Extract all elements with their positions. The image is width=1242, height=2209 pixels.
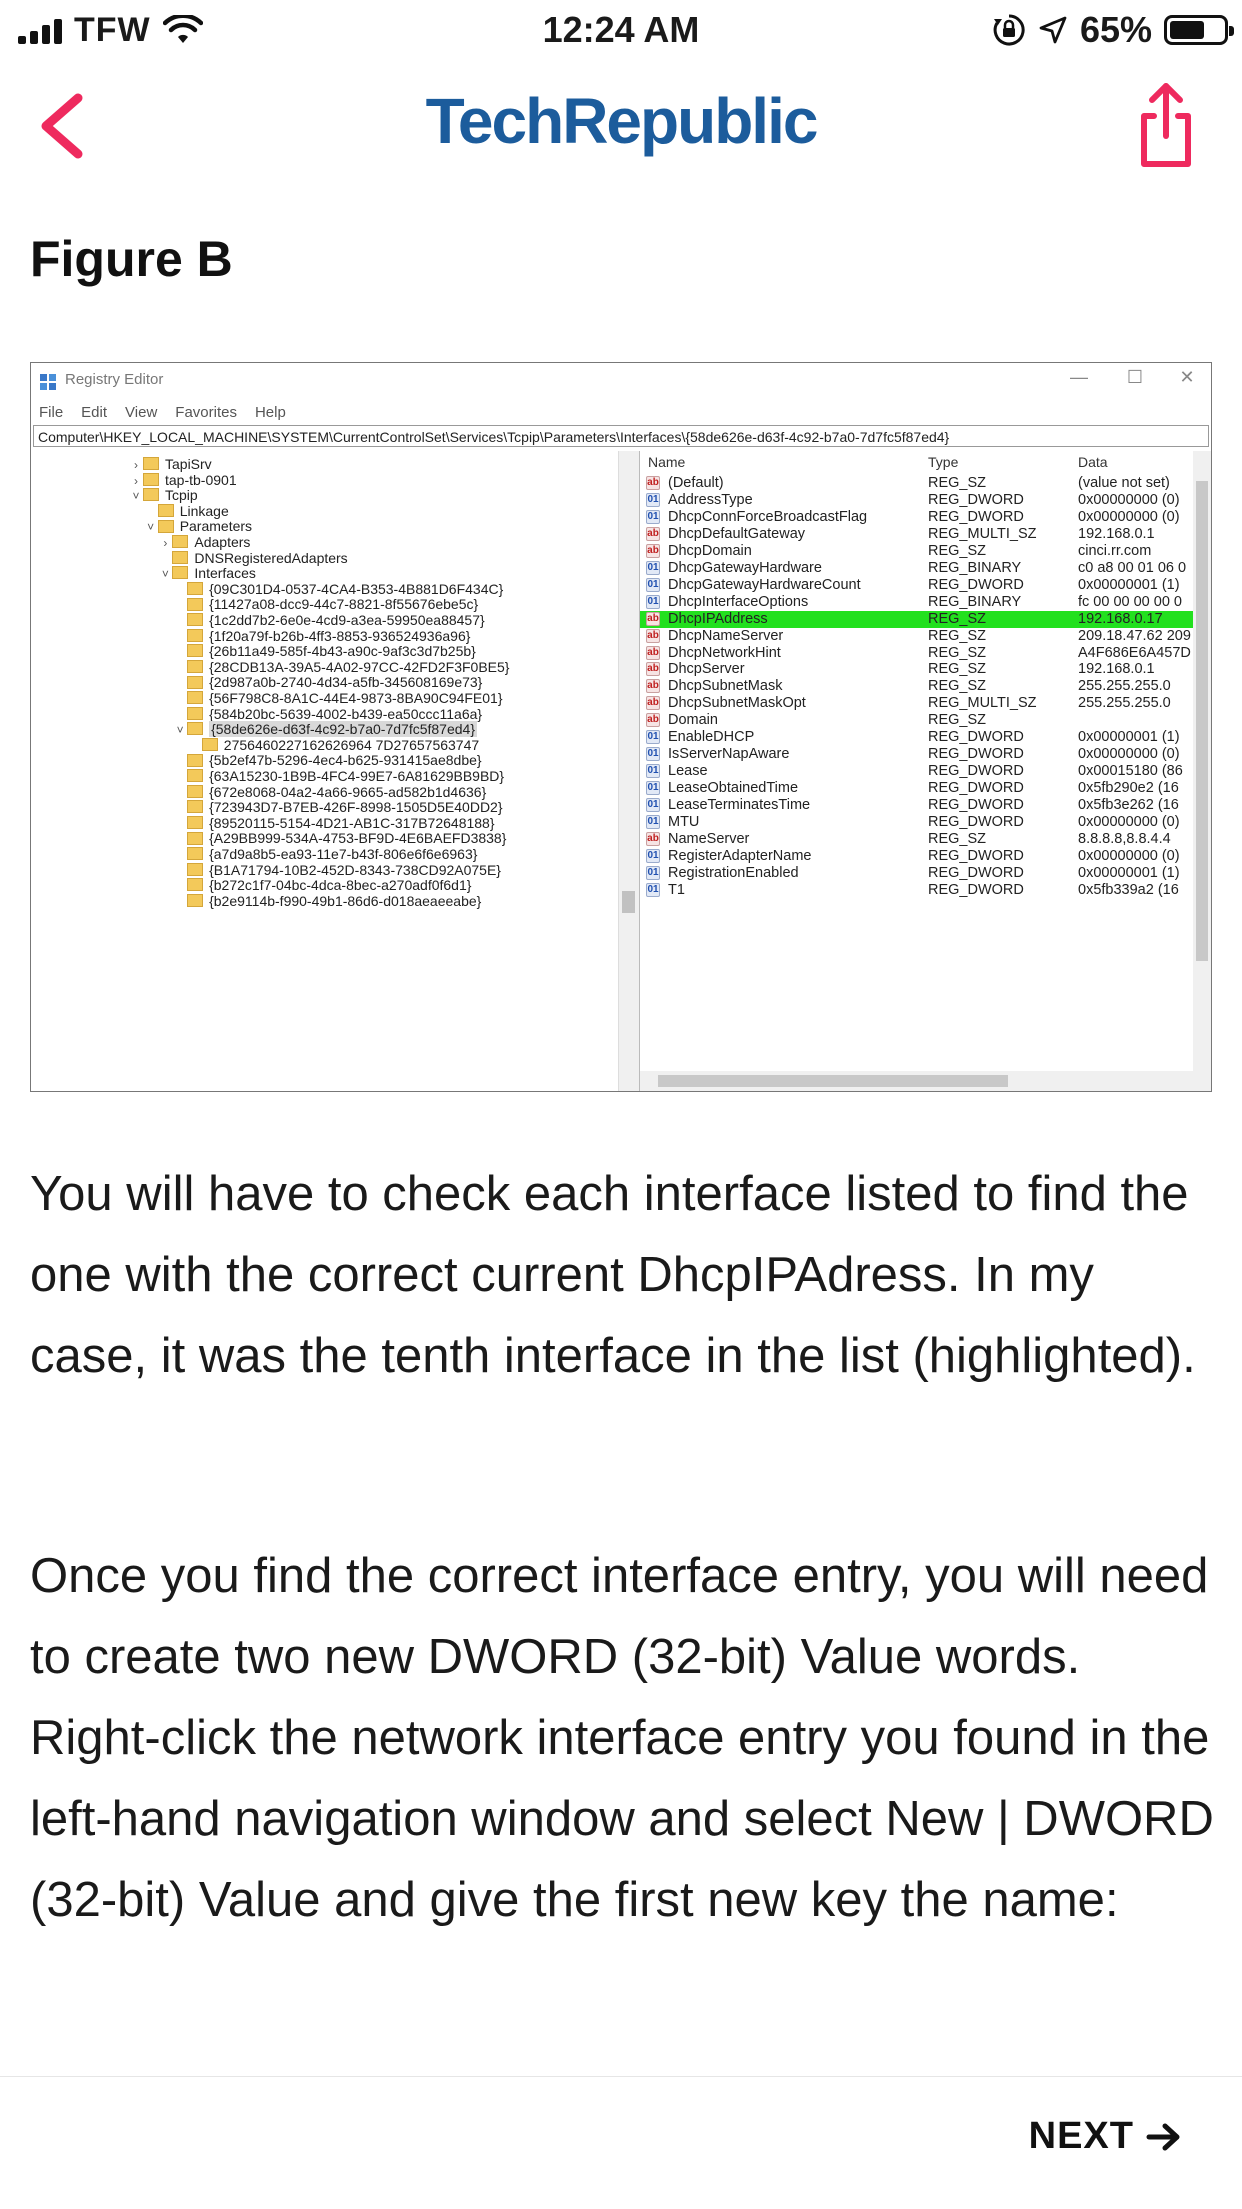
regedit-menu-file: File — [39, 403, 64, 421]
tree-node-label: tap-tb-0901 — [165, 471, 237, 488]
value-name: DhcpGatewayHardware — [668, 559, 822, 576]
registry-tree-node — [173, 890, 481, 912]
tree-node-label: {2d987a0b-2740-4d34-a5fb-345608169e73} — [209, 674, 483, 691]
regedit-menu-favorites: Favorites — [175, 403, 237, 421]
registry-value-row — [640, 577, 1193, 594]
bottom-bar — [0, 2076, 1242, 2209]
value-type: REG_BINARY — [928, 559, 1022, 576]
article-paragraph-2: Once you find the correct interface entry, you will need to create two new DWORD (32-bit) Value words. Right-click the network interface entry you found in the left-hand navigation window and select New | DWORD (32-bit) Value and give the first new key the name: — [30, 1549, 1214, 1927]
value-name: Lease — [668, 763, 708, 780]
value-data: 0x5fb3e262 (16 — [1078, 797, 1179, 814]
value-data: 0x00000000 (0) — [1078, 847, 1180, 864]
string-value-icon: ab — [647, 697, 659, 709]
binary-value-icon: 01 — [647, 510, 659, 522]
value-data: 255.255.255.0 — [1078, 678, 1171, 695]
registry-value-row — [640, 594, 1193, 611]
registry-value-row — [640, 763, 1193, 780]
value-type: REG_SZ — [928, 644, 987, 661]
next-label: NEXT — [1028, 2115, 1134, 2157]
chevron-down-icon: ˅ — [176, 723, 184, 738]
binary-value-icon: 01 — [647, 883, 659, 895]
carrier-name: TFW — [74, 10, 151, 49]
registry-values-pane — [640, 451, 1211, 1091]
registry-value-row — [640, 661, 1193, 678]
binary-value-icon: 01 — [647, 816, 659, 827]
tree-scrollbar — [618, 451, 639, 1091]
registry-value-row — [640, 831, 1193, 848]
navigation-bar — [0, 62, 1242, 190]
status-time: 12:24 AM — [542, 9, 700, 50]
tree-node-label: {09C301D4-0537-4CA4-B353-4B881D6F434C} — [209, 580, 504, 597]
registry-value-row — [640, 695, 1193, 712]
string-value-icon: ab — [647, 612, 659, 624]
value-name: DhcpNetworkHint — [668, 644, 781, 661]
orientation-lock-icon — [992, 13, 1026, 47]
binary-value-icon: 01 — [647, 493, 659, 505]
value-name: DhcpConnForceBroadcastFlag — [668, 508, 868, 525]
value-name: LeaseTerminatesTime — [668, 797, 811, 814]
value-name: DhcpServer — [668, 661, 745, 678]
tree-node-label: {5b2ef47b-5296-4ec4-b625-931415ae8dbe} — [209, 752, 482, 769]
folder-icon — [187, 894, 203, 907]
column-type-header: Type — [928, 454, 959, 470]
registry-value-row — [640, 780, 1193, 797]
article-paragraph-1: You will have to check each interface listed to find the one with the correct current DhcpIPAdress. In my case, it was the tenth interface in the list (highlighted). — [30, 1167, 1196, 1383]
registry-value-row — [640, 526, 1193, 543]
value-data: 255.255.255.0 — [1078, 695, 1171, 712]
techrepublic-logo: TechRepublic — [425, 85, 817, 157]
binary-value-icon: 01 — [647, 748, 659, 760]
binary-value-icon: 01 — [647, 578, 659, 590]
binary-value-icon: 01 — [647, 799, 659, 811]
value-name: RegistrationEnabled — [668, 864, 799, 881]
tree-node-label: {28CDB13A-39A5-4A02-97CC-42FD2F3F0BE5} — [209, 658, 510, 675]
value-data: 0x00000000 (0) — [1078, 746, 1180, 763]
value-type: REG_SZ — [928, 610, 987, 627]
value-type: REG_DWORD — [928, 864, 1024, 881]
value-data: 209.18.47.62 209 — [1078, 627, 1191, 644]
tree-node-label: {B1A71794-10B2-452D-8343-738CD92A075E} — [209, 861, 501, 878]
location-arrow-icon — [1038, 15, 1068, 45]
string-value-icon: ab — [647, 663, 659, 675]
values-horizontal-scrollbar — [640, 1071, 1211, 1091]
registry-value-row — [640, 678, 1193, 695]
value-name: Domain — [668, 712, 718, 729]
tree-node-label: {11427a08-dcc9-44c7-8821-8f55676ebe5c} — [209, 596, 479, 613]
string-value-icon: ab — [647, 832, 659, 844]
value-type: REG_MULTI_SZ — [928, 525, 1037, 542]
value-type: REG_DWORD — [928, 763, 1024, 780]
tree-node-label: {58de626e-d63f-4c92-b7a0-7d7fc5f87ed4} — [211, 721, 475, 738]
next-button[interactable] — [1029, 2115, 1182, 2158]
regedit-app-icon — [39, 373, 57, 391]
value-type: REG_DWORD — [928, 508, 1024, 525]
regedit-menu-edit: Edit — [81, 403, 108, 421]
close-icon: ✕ — [1179, 367, 1195, 387]
registry-value-row — [640, 882, 1193, 899]
value-type: REG_DWORD — [928, 881, 1024, 898]
tree-node-label: Adapters — [194, 534, 251, 550]
value-name: DhcpGatewayHardwareCount — [668, 576, 861, 593]
value-type: REG_SZ — [928, 678, 987, 695]
maximize-icon: ☐ — [1126, 367, 1144, 387]
tree-node-label: {723943D7-B7EB-426F-8998-1505D5E40DD2} — [209, 799, 503, 816]
chevron-right-icon: › — [134, 473, 138, 488]
registry-value-row — [640, 560, 1193, 577]
value-data: 0x5fb290e2 (16 — [1078, 780, 1179, 797]
binary-value-icon: 01 — [647, 849, 659, 861]
status-bar — [0, 0, 1242, 62]
value-name: LeaseObtainedTime — [668, 780, 799, 797]
value-type: REG_SZ — [928, 475, 987, 491]
registry-value-row — [640, 645, 1193, 662]
registry-value-row — [640, 475, 1193, 492]
value-type: REG_SZ — [928, 627, 987, 644]
regedit-menubar — [31, 399, 1211, 425]
value-type: REG_DWORD — [928, 746, 1024, 763]
value-type: REG_MULTI_SZ — [928, 695, 1037, 712]
value-data: 0x00015180 (86 — [1078, 763, 1183, 780]
value-data: 0x00000001 (1) — [1078, 576, 1180, 593]
value-type: REG_BINARY — [928, 593, 1022, 610]
string-value-icon: ab — [647, 544, 659, 556]
tree-node-label: {b272c1f7-04bc-4dca-8bec-a270adf0f6d1} — [209, 877, 472, 894]
string-value-icon: ab — [647, 680, 659, 692]
string-value-icon: ab — [647, 629, 659, 641]
share-icon — [1130, 80, 1202, 170]
value-name: DhcpDomain — [668, 542, 752, 559]
value-type: REG_SZ — [928, 830, 987, 847]
tree-node-label: {1c2dd7b2-6e0e-4cd9-a3ea-59950ea88457} — [209, 612, 485, 628]
value-data: A4F686E6A457D — [1078, 644, 1191, 661]
value-data: 8.8.8.8,8.8.4.4 — [1078, 830, 1171, 847]
regedit-titlebar — [31, 363, 1211, 399]
string-value-icon: ab — [647, 477, 659, 488]
chevron-right-icon: › — [163, 536, 168, 550]
value-type: REG_SZ — [928, 542, 987, 559]
value-name: DhcpSubnetMaskOpt — [668, 695, 806, 712]
registry-value-row — [640, 848, 1193, 865]
values-header — [640, 451, 1211, 473]
value-data: 0x00000000 (0) — [1078, 491, 1180, 508]
tree-node-label: {a7d9a8b5-ea93-11e7-b43f-806e6f6e6963} — [209, 846, 478, 862]
binary-value-icon: 01 — [647, 731, 659, 743]
string-value-icon: ab — [647, 527, 659, 539]
tree-node-label: Interfaces — [194, 565, 256, 582]
registry-value-row — [640, 729, 1193, 746]
binary-value-icon: 01 — [647, 561, 659, 573]
value-type: REG_DWORD — [928, 814, 1024, 830]
registry-value-row — [640, 628, 1193, 645]
battery-percentage: 65% — [1079, 9, 1152, 50]
tree-node-label: {56F798C8-8A1C-44E4-9873-8BA90C94FE01} — [209, 690, 503, 706]
battery-icon — [1164, 15, 1228, 45]
value-data: 0x5fb339a2 (16 — [1078, 881, 1179, 898]
registry-value-row — [640, 865, 1193, 882]
tree-node-label: 2756460227162626964 7D27657563747 — [223, 736, 480, 753]
registry-tree-pane — [31, 451, 640, 1091]
value-data: c0 a8 00 01 06 0 — [1078, 559, 1187, 576]
tree-node-label: {584b20bc-5639-4002-b439-ea50ccc11a6a} — [209, 705, 483, 722]
tree-node-label: TapiSrv — [165, 456, 212, 472]
column-name-header: Name — [648, 454, 686, 470]
chevron-down-icon: ˅ — [147, 520, 155, 535]
binary-value-icon: 01 — [647, 866, 659, 878]
value-type: REG_DWORD — [928, 576, 1024, 593]
value-name: DhcpNameServer — [668, 627, 784, 644]
registry-value-row-highlighted — [640, 611, 1193, 628]
arrow-right-icon — [1146, 2122, 1182, 2152]
tree-node-label: {672e8068-04a2-4a66-9665-ad582b1d4636} — [209, 783, 487, 800]
regedit-body — [31, 451, 1211, 1091]
value-name: T1 — [668, 881, 685, 898]
value-type: REG_DWORD — [928, 780, 1024, 797]
value-name: DhcpInterfaceOptions — [668, 593, 809, 610]
chevron-down-icon: ˅ — [161, 567, 169, 582]
value-data: 0x00000001 (1) — [1078, 729, 1180, 746]
column-data-header: Data — [1078, 454, 1108, 470]
value-data: 0x00000000 (0) — [1078, 508, 1180, 525]
value-data: 192.168.0.1 — [1078, 525, 1155, 542]
regedit-title: Registry Editor — [65, 371, 164, 388]
value-type: REG_SZ — [928, 712, 987, 729]
registry-value-row — [640, 797, 1193, 814]
value-name: NameServer — [668, 830, 750, 847]
tree-node-label: Linkage — [179, 502, 229, 519]
registry-value-row — [640, 746, 1193, 763]
value-data: 192.168.0.17 — [1078, 610, 1163, 627]
value-data: 0x00000001 (1) — [1078, 864, 1180, 881]
tree-node-label: {63A15230-1B9B-4FC4-99E7-6A81629BB9BD} — [209, 768, 505, 784]
regedit-menu-help: Help — [254, 403, 286, 421]
chevron-down-icon: ˅ — [132, 489, 140, 504]
value-data: cinci.rr.com — [1078, 542, 1152, 559]
value-type: REG_DWORD — [928, 491, 1024, 508]
value-type: REG_DWORD — [928, 847, 1024, 864]
minimize-icon: — — [1070, 367, 1088, 387]
value-name: RegisterAdapterName — [668, 847, 812, 864]
chevron-right-icon: › — [134, 458, 138, 472]
value-name: AddressType — [668, 491, 753, 508]
regedit-address-bar: Computer\HKEY_LOCAL_MACHINE\SYSTEM\CurrentControlSet\Services\Tcpip\Parameters\Interfaces\{58de626e-d63f-4c92-b7a0-7d7fc5f87ed4} — [33, 425, 1209, 447]
registry-editor-screenshot — [30, 362, 1212, 1092]
tree-node-label: Parameters — [179, 518, 253, 535]
binary-value-icon: 01 — [647, 765, 659, 777]
regedit-menu-view: View — [125, 403, 158, 421]
value-name: (Default) — [668, 475, 724, 491]
tree-node-label: {1f20a79f-b26b-4ff3-8853-936524936a96} — [209, 627, 471, 644]
value-name: DhcpSubnetMask — [668, 678, 783, 695]
value-data: 192.168.0.1 — [1078, 661, 1155, 678]
value-type: REG_DWORD — [928, 729, 1024, 746]
value-name: EnableDHCP — [668, 729, 755, 746]
tree-node-label: {A29BB999-534A-4753-BF9D-4E6BAEFD3838} — [209, 830, 507, 847]
string-value-icon: ab — [647, 714, 659, 726]
binary-value-icon: 01 — [647, 595, 659, 607]
value-name: DhcpIPAddress — [668, 610, 768, 627]
value-data: (value not set) — [1078, 475, 1170, 491]
tree-node-label: Tcpip — [165, 487, 198, 504]
value-type: REG_SZ — [928, 661, 987, 678]
value-name: DhcpDefaultGateway — [668, 525, 806, 542]
registry-value-row — [640, 712, 1193, 729]
registry-value-row — [640, 492, 1193, 509]
binary-value-icon: 01 — [647, 782, 659, 794]
registry-value-row — [640, 509, 1193, 526]
registry-value-row — [640, 543, 1193, 560]
value-data: fc 00 00 00 00 0 — [1078, 593, 1182, 610]
string-value-icon: ab — [647, 646, 659, 658]
tree-node-label: DNSRegisteredAdapters — [194, 549, 348, 566]
tree-node-label: {26b11a49-585f-4b43-a90c-9af3c3d7b25b} — [209, 643, 476, 660]
tree-node-label: {89520115-5154-4D21-AB1C-317B72648188} — [209, 814, 495, 831]
registry-value-row — [640, 814, 1193, 831]
tree-node-label: {b2e9114b-f990-49b1-86d6-d018aeaeeabe} — [209, 892, 482, 909]
figure-title: Figure B — [30, 231, 233, 287]
value-type: REG_DWORD — [928, 797, 1024, 814]
value-name: MTU — [668, 814, 700, 830]
share-button[interactable] — [1130, 80, 1202, 170]
status-right — [992, 8, 1228, 52]
value-data: 0x00000000 (0) — [1078, 814, 1180, 830]
value-name: IsServerNapAware — [668, 746, 790, 763]
